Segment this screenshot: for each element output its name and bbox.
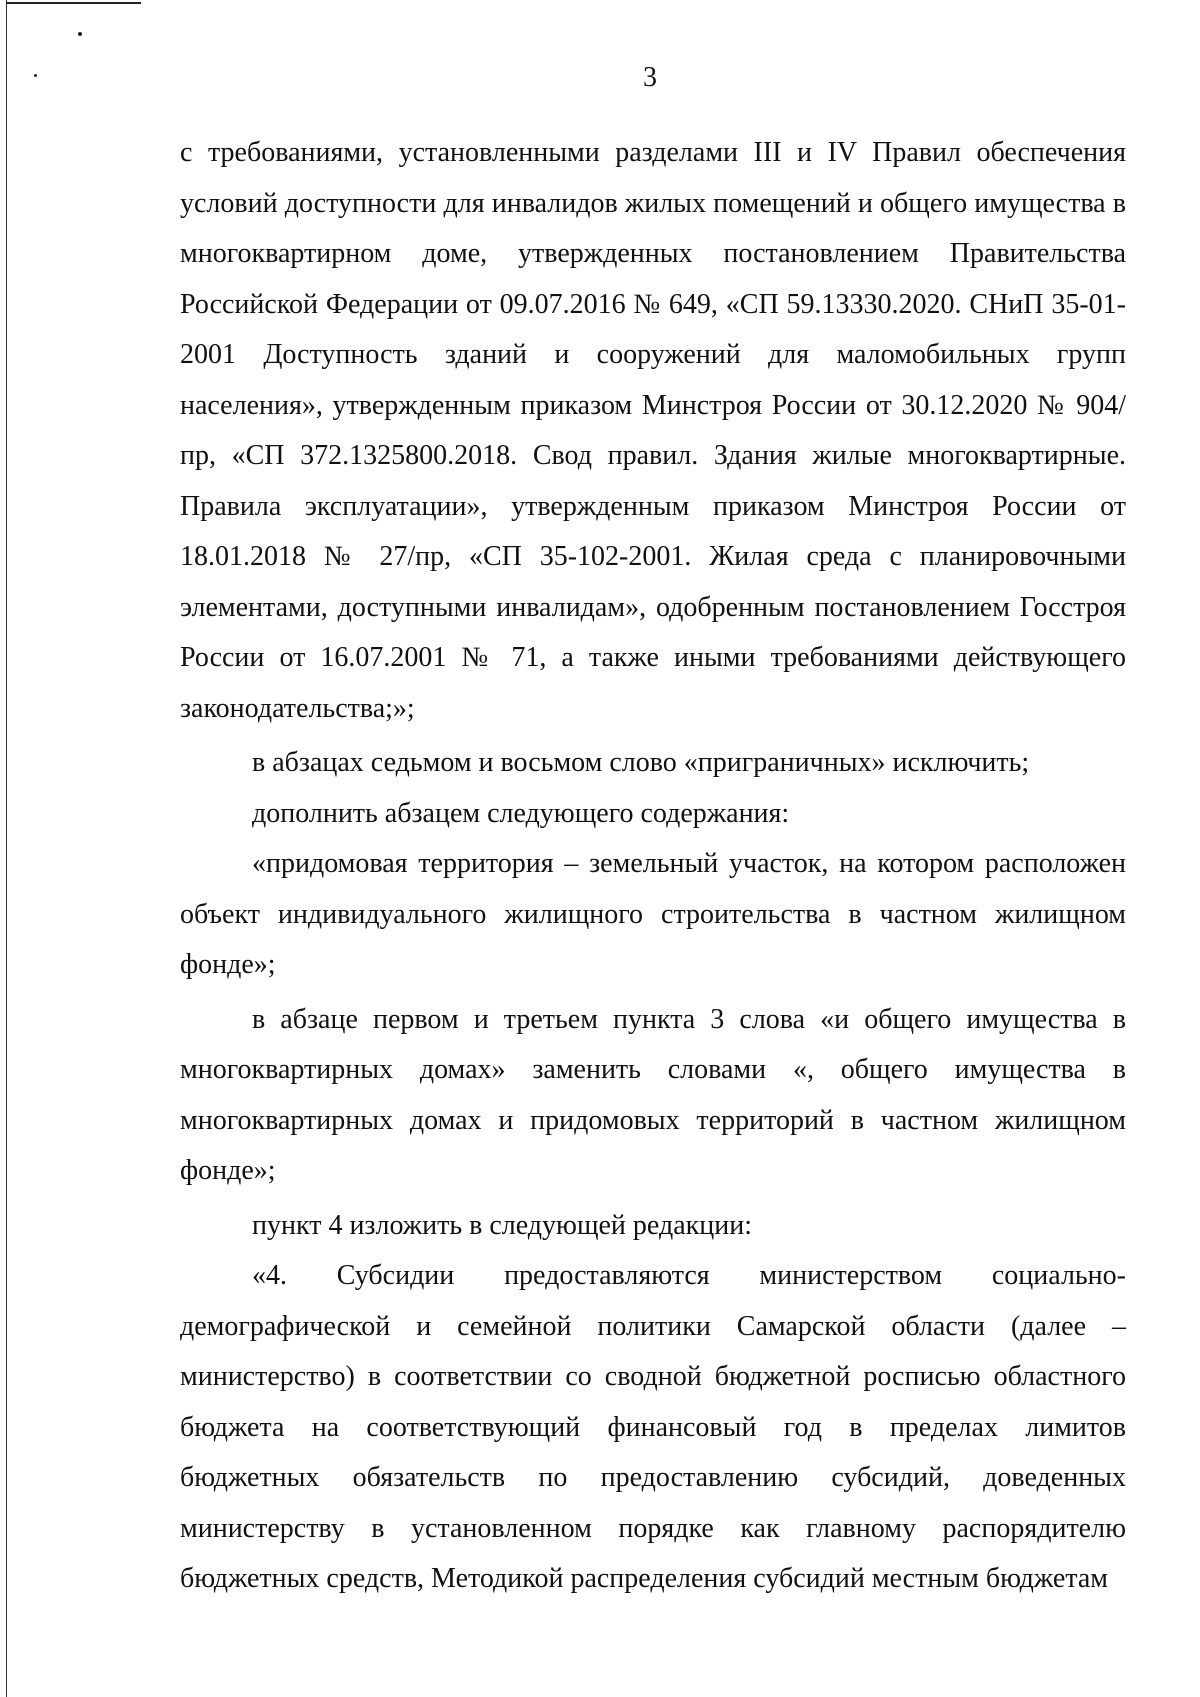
paragraph: в абзацах седьмом и восьмом слово «приграничных» исключить; [252, 747, 1030, 778]
paragraph: в абзаце первом и третьем пункта 3 слова «и общего имущества в многоквартирных домах» заменить словами «, общего имущества в многоквартирных домах и придомовых территорий в частном жилищном фонде»; [180, 1003, 1126, 1186]
paragraph: дополнить абзацем следующего содержания: [252, 797, 790, 829]
scan-top-line [6, 2, 141, 4]
paragraph: пункт 4 изложить в следующей редакции: [252, 1209, 752, 1241]
paragraph-continued: с требованиями, установленными разделами III и IV Правил обеспечения условий доступности для инвалидов жилых помещений и общего имущества в многоквартирном доме, утвержденных постановлением Правительства Российской Федерации от 09.07.2016 № 649, «СП 59.13330.2020. СНиП 35-01-2001 Доступность зданий и сооружений для маломобильных групп населения», утвержденным приказом Минстроя России от 30.12.2020 № 904/пр, «СП 372.1325800.2018. Свод правил. Здания жилые многоквартирные. Правила эксплуатации», утвержденным приказом Минстроя России от 18.01.2018 № 27/пр, «СП 35-102-2001. Жилая среда с планировочными элементами, доступными инвалидам», одобренным постановлением Госстроя России от 16.07.2001 № 71, а также иными требованиями действующего законодательства;»; [180, 137, 1126, 724]
page-number: 3 [643, 62, 657, 93]
paragraph: «придомовая территория – земельный участок, на котором расположен объект индивидуального жилищного строительства в частном жилищном фонде»; [180, 848, 1126, 980]
paragraph: «4. Субсидии предоставляются министерством социально-демографической и семейной политики Самарской области (далее – министерство) в соответствии со сводной бюджетной росписью областного бюджета на соответствующий финансовый год в пределах лимитов бюджетных обязательств по предоставлению субсидий, доведенных министерству в установленном порядке как главному распорядителю бюджетных средств, Методикой распределения субсидий местным бюджетам [180, 1260, 1126, 1594]
scan-edge-line [6, 0, 7, 1697]
scan-speck [78, 32, 82, 36]
document-body [180, 128, 1126, 1605]
